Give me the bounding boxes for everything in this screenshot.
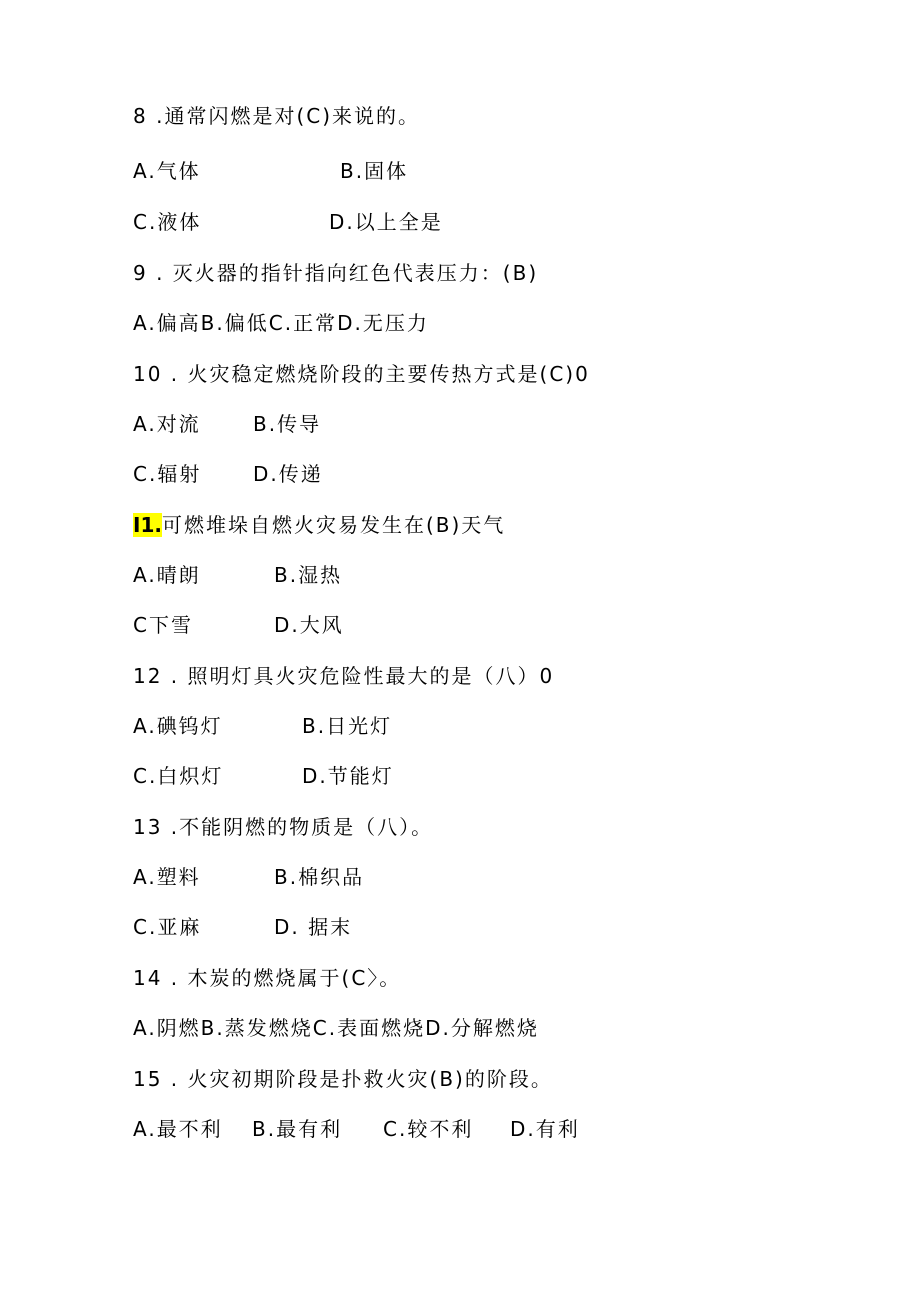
option-a: A.晴朗 [133, 563, 201, 587]
question-text: 9 . 灭火器的指针指向红色代表压力：(B) [133, 261, 539, 285]
option-a: A.最不利 [133, 1117, 223, 1141]
option-a: A.气体 [133, 159, 201, 183]
option-c: C下雪 [133, 613, 193, 637]
question-14-stem [133, 963, 401, 993]
option-c: C.较不利 [383, 1117, 474, 1141]
question-text: 14 . 木炭的燃烧属于(C〉。 [133, 966, 402, 990]
option-b: B.湿热 [274, 563, 343, 587]
question-text: 可燃堆垛自燃火灾易发生在(B)天气 [161, 513, 506, 537]
option-d: D. 据末 [274, 915, 353, 939]
option-c: C.液体 [133, 210, 202, 234]
option-c: C.辐射 [133, 462, 202, 486]
question-number-highlight: I1. [133, 513, 162, 537]
option-a: A.塑料 [133, 865, 201, 889]
option-d: D.有利 [510, 1117, 580, 1141]
option-d: D.节能灯 [302, 764, 394, 788]
option-d: D.大风 [274, 613, 344, 637]
question-15-stem [133, 1064, 553, 1094]
option-d: D.传递 [253, 462, 323, 486]
question-9-stem [133, 258, 538, 288]
question-text: 8 .通常闪燃是对(C)来说的。 [133, 104, 421, 128]
option-b: B.日光灯 [302, 714, 393, 738]
option-c: C.亚麻 [133, 915, 202, 939]
option-c: C.白炽灯 [133, 764, 224, 788]
question-8-stem [133, 101, 420, 131]
option-b: B.固体 [340, 159, 409, 183]
option-b: B.棉织品 [274, 865, 365, 889]
question-text: 13 .不能阴燃的物质是（八）。 [133, 815, 434, 839]
option-b: B.最有利 [252, 1117, 343, 1141]
option-abcd: A.偏高B.偏低C.正常D.无压力 [133, 311, 429, 335]
question-10-stem [133, 359, 590, 389]
question-12-stem [133, 661, 554, 691]
option-a: A.对流 [133, 412, 201, 436]
option-d: D.以上全是 [329, 210, 443, 234]
option-b: B.传导 [253, 412, 322, 436]
question-11-stem [133, 510, 505, 540]
option-abcd: A.阴燃B.蒸发燃烧C.表面燃烧D.分解燃烧 [133, 1016, 539, 1040]
question-text: 10 . 火灾稳定燃烧阶段的主要传热方式是(C)0 [133, 362, 590, 386]
option-a: A.碘钨灯 [133, 714, 223, 738]
question-13-stem [133, 812, 433, 842]
question-text: 12 . 照明灯具火灾危险性最大的是（八）0 [133, 664, 555, 688]
question-text: 15 . 火灾初期阶段是扑救火灾(B)的阶段。 [133, 1067, 553, 1091]
